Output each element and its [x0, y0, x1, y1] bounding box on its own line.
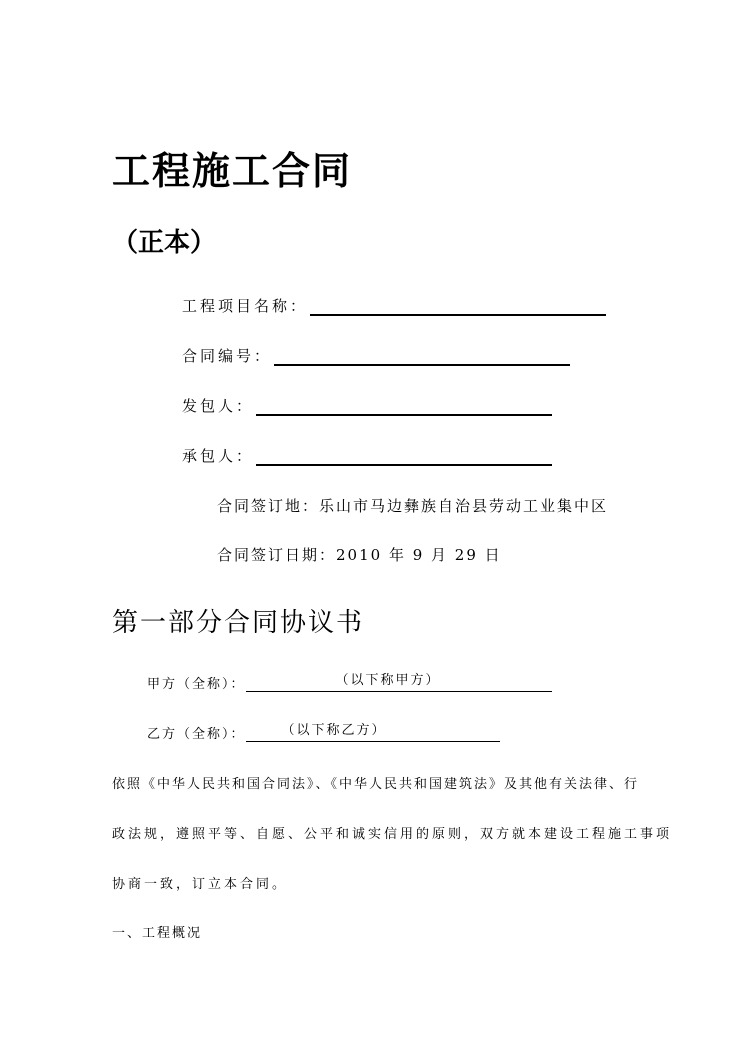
section-title: 第一部分合同协议书: [112, 608, 365, 638]
party-b-blank: [246, 722, 500, 742]
employer-blank-line: [256, 398, 552, 416]
signing-place: 合同签订地：乐山市马边彝族自治县劳动工业集中区: [217, 497, 609, 515]
party-b-label: 乙方（全称）：: [147, 727, 246, 742]
section-heading-project-overview: 一、工程概况: [112, 926, 203, 941]
party-a-line: [147, 672, 552, 692]
body-paragraph-line-2: 政法规，遵照平等、自愿、公平和诚实信用的原则，双方就本建设工程施工事项: [112, 827, 673, 842]
party-b-note: （以下称乙方）: [281, 723, 387, 738]
employer-field: [182, 396, 552, 416]
project-name-label: 工程项目名称：: [182, 297, 309, 315]
body-paragraph-line-3: 协商一致，订立本合同。: [112, 877, 289, 892]
contractor-field: [182, 446, 552, 466]
party-b-line: [147, 722, 500, 742]
document-subtitle: （正本）: [112, 228, 217, 258]
contractor-label: 承包人：: [182, 447, 255, 465]
party-a-label: 甲方（全称）：: [147, 677, 246, 692]
document-title: 工程施工合同: [112, 149, 353, 193]
party-a-note: （以下称甲方）: [335, 673, 441, 688]
contractor-blank-line: [256, 448, 552, 466]
project-name-blank-line: [310, 298, 606, 316]
signing-date: 合同签订日期：2010 年 9 月 29 日: [217, 546, 502, 564]
contract-number-field: [182, 346, 570, 366]
project-name-field: [182, 296, 606, 316]
body-paragraph-line-1: 依照《中华人民共和国合同法》、《中华人民共和国建筑法》及其他有关法律、行: [112, 777, 640, 792]
contract-number-blank-line: [274, 348, 570, 366]
party-a-blank: [246, 672, 552, 692]
employer-label: 发包人：: [182, 397, 255, 415]
contract-number-label: 合同编号：: [182, 347, 273, 365]
